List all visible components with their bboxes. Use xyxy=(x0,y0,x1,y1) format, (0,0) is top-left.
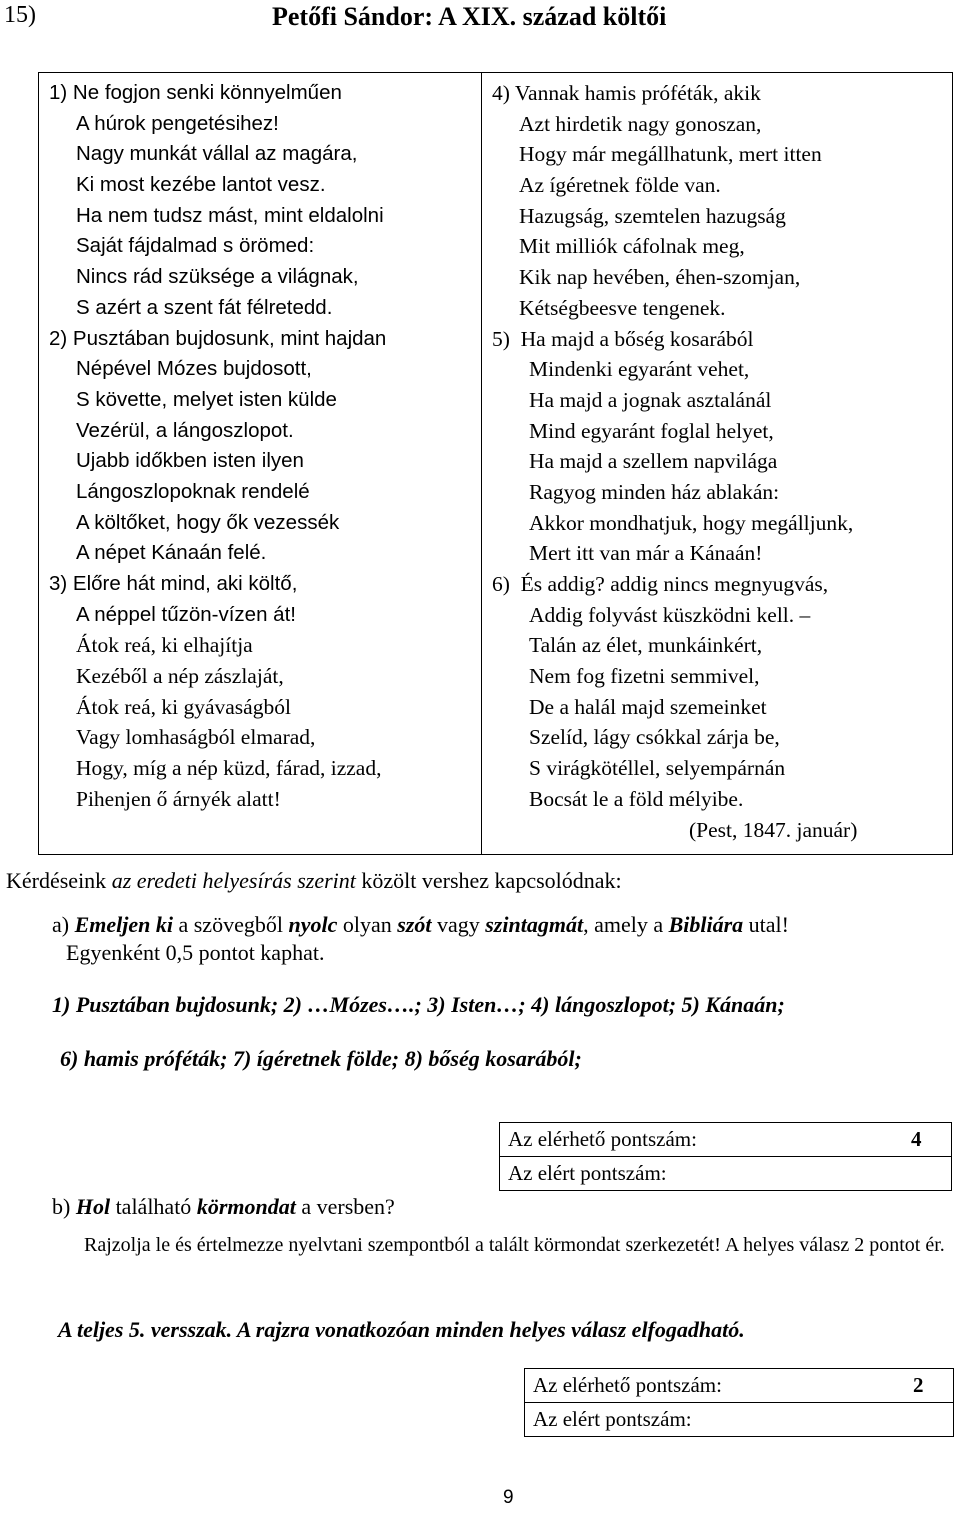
poem-line: Ha nem tudsz mást, mint eldalolni xyxy=(76,203,384,227)
score-box-a xyxy=(499,1122,952,1191)
poem-line: Pihenjen ő árnyék alatt! xyxy=(76,786,281,811)
qa-text: utal! xyxy=(743,912,789,937)
poem-line: A néppel tűzön-vízen át! xyxy=(76,602,296,626)
poem-line: Azt hirdetik nagy gonoszan, xyxy=(519,111,762,136)
answer-a-line2: 6) hamis próféták; 7) ígéretnek földe; 8) bőség kosarából; xyxy=(60,1046,582,1071)
qb-text: b) xyxy=(52,1194,76,1219)
poem-line: Mindenki egyaránt vehet, xyxy=(529,357,750,382)
poem-line: Szelíd, lágy csókkal zárja be, xyxy=(529,725,780,750)
qa-emph: Bibliára xyxy=(668,912,744,937)
qb-emph: körmondat xyxy=(196,1194,296,1219)
intro-text-end: közölt vershez kapcsolódnak: xyxy=(355,868,622,893)
questions-intro xyxy=(6,868,622,894)
poem-line: S virágkötéllel, selyempárnán xyxy=(529,756,786,781)
page-number: 9 xyxy=(503,1487,514,1508)
poem-line: A népet Kánaán felé. xyxy=(76,541,267,565)
poem-line: Ki most kezébe lantot vesz. xyxy=(76,173,326,197)
poem-line: Nem fog fizetni semmivel, xyxy=(529,664,760,689)
qa-text: olyan xyxy=(337,912,398,937)
poem-line: A húrok pengetésihez! xyxy=(76,111,279,135)
poem-line: De a halál majd szemeinket xyxy=(529,694,767,719)
achieved-points-label: Az elért pontszám: xyxy=(525,1403,884,1437)
poem-line: Mert itt van már a Kánaán! xyxy=(529,541,763,566)
qa-text: vagy xyxy=(431,912,486,937)
qa-text: a szövegből xyxy=(172,912,289,937)
poem-line: 5) Ha majd a bőség kosarából xyxy=(492,326,754,351)
poem-line: Nincs rád szüksége a világnak, xyxy=(76,265,359,289)
qa-emph: szintagmát xyxy=(485,912,584,937)
poem-line: Lángoszlopoknak rendelé xyxy=(76,479,310,503)
poem-column-divider xyxy=(481,72,482,855)
poem-left-column xyxy=(49,78,386,815)
poem-line: Mit milliók cáfolnak meg, xyxy=(519,234,745,259)
available-points-value: 2 xyxy=(884,1369,954,1403)
poem-line: Kezéből a nép zászlaját, xyxy=(76,664,284,689)
poem-line: Ragyog minden ház ablakán: xyxy=(529,479,780,504)
achieved-points-field[interactable] xyxy=(884,1403,954,1437)
qa-text: , amely a xyxy=(583,912,669,937)
qb-text: a versben? xyxy=(295,1194,395,1219)
poem-line: 1) Ne fogjon senki könnyelműen xyxy=(49,81,342,104)
score-box-b xyxy=(524,1368,954,1437)
answer-b: A teljes 5. versszak. A rajzra vonatkozóan minden helyes válasz elfogadható. xyxy=(58,1317,745,1342)
poem-line: (Pest, 1847. január) xyxy=(689,817,858,842)
qa-emph: nyolc xyxy=(288,912,338,937)
poem-line: Vezérül, a lángoszlopot. xyxy=(76,418,294,442)
intro-italic: az eredeti helyesírás szerint xyxy=(111,868,356,893)
question-a-points: Egyenként 0,5 pontot kaphat. xyxy=(66,940,325,965)
qa-text: a) xyxy=(52,912,75,937)
poem-line: Kétségbeesve tengenek. xyxy=(519,295,726,320)
poem-line: Saját fájdalmad s örömed: xyxy=(76,234,315,258)
poem-line: 3) Előre hát mind, aki költő, xyxy=(49,572,298,595)
poem-line: A költőket, hogy ők vezessék xyxy=(76,510,340,534)
qa-emph: szót xyxy=(397,912,432,937)
qa-emph: Emeljen ki xyxy=(74,912,173,937)
answer-a-line1: 1) Pusztában bujdosunk; 2) …Mózes….; 3) Isten…; 4) lángoszlopot; 5) Kánaán; xyxy=(52,992,785,1017)
question-a xyxy=(52,910,789,940)
poem-line: S azért a szent fát félretedd. xyxy=(76,295,333,319)
problem-number: 15) xyxy=(4,2,36,28)
poem-line: Az ígéretnek földe van. xyxy=(519,173,721,198)
poem-line: Hogy már megállhatunk, mert itten xyxy=(519,142,822,167)
poem-line: 6) És addig? addig nincs megnyugvás, xyxy=(492,572,829,596)
poem-line: 4) Vannak hamis próféták, akik xyxy=(492,81,761,105)
poem-line: Hogy, míg a nép küzd, fárad, izzad, xyxy=(76,756,382,781)
poem-line: Nagy munkát vállal az magára, xyxy=(76,142,358,166)
available-points-label: Az elérhető pontszám: xyxy=(525,1369,884,1403)
poem-line: Átok reá, ki gyávaságból xyxy=(76,694,291,719)
poem-line: Ha majd a jognak asztalánál xyxy=(529,387,772,412)
poem-line: Népével Mózes bujdosott, xyxy=(76,357,312,381)
question-b-instructions: Rajzolja le és értelmezze nyelvtani szempontból a talált körmondat szerkezetét! A helyes válasz 2 pontot ér. xyxy=(84,1234,945,1256)
poem-line: Ujabb időkben isten ilyen xyxy=(76,449,304,473)
poem-line: Kik nap hevében, éhen-szomjan, xyxy=(519,265,801,290)
poem-line: Akkor mondhatjuk, hogy megálljunk, xyxy=(529,510,854,535)
poem-line: Átok reá, ki elhajítja xyxy=(76,633,253,658)
question-b xyxy=(52,1194,395,1220)
poem-right-column xyxy=(492,78,857,845)
poem-line: Ha majd a szellem napvilága xyxy=(529,449,778,474)
achieved-points-label: Az elért pontszám: xyxy=(500,1157,882,1191)
poem-line: Vagy lomhaságból elmarad, xyxy=(76,725,316,750)
available-points-value: 4 xyxy=(882,1123,952,1157)
achieved-points-field[interactable] xyxy=(882,1157,952,1191)
qb-text: található xyxy=(110,1194,197,1219)
poem-line: Hazugság, szemtelen hazugság xyxy=(519,203,786,228)
poem-line: Bocsát le a föld mélyibe. xyxy=(529,786,744,811)
qb-emph: Hol xyxy=(75,1194,111,1219)
poem-line: S követte, melyet isten külde xyxy=(76,387,337,411)
available-points-label: Az elérhető pontszám: xyxy=(500,1123,882,1157)
poem-line: Talán az élet, munkáinkért, xyxy=(529,633,763,658)
intro-text: Kérdéseink xyxy=(6,868,112,893)
poem-line: Addig folyvást küszködni kell. – xyxy=(529,602,811,627)
poem-title: Petőfi Sándor: A XIX. század költői xyxy=(272,2,667,31)
poem-line: Mind egyaránt foglal helyet, xyxy=(529,418,774,443)
poem-line: 2) Pusztában bujdosunk, mint hajdan xyxy=(49,326,387,350)
